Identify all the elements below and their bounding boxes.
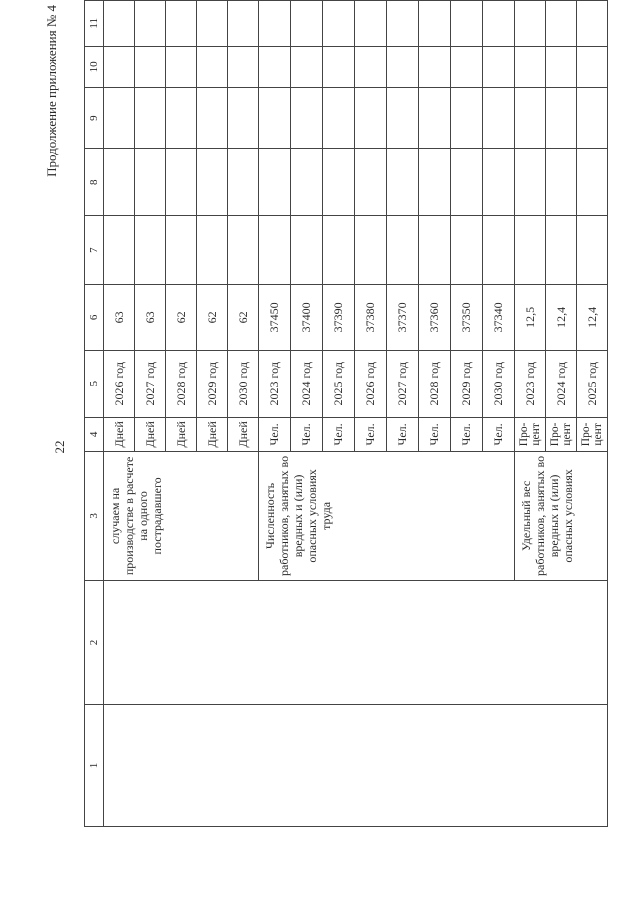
empty-cell <box>483 216 515 285</box>
unit-cell: Про- цент <box>546 417 577 451</box>
empty-cell <box>228 216 259 285</box>
empty-cell <box>515 149 546 216</box>
year-cell: 2029 год <box>451 350 483 417</box>
value-cell: 37390 <box>323 285 355 350</box>
empty-cell <box>451 149 483 216</box>
empty-cell <box>197 149 228 216</box>
empty-cell <box>546 88 577 149</box>
empty-cell <box>259 46 291 88</box>
empty-cell <box>104 46 135 88</box>
indicator-label: случаем на производстве в расчете на одного пострадавшего <box>104 451 259 580</box>
year-cell: 2029 год <box>197 350 228 417</box>
empty-cell <box>355 149 387 216</box>
empty-cell <box>197 1 228 47</box>
empty-cell <box>228 1 259 47</box>
year-cell: 2030 год <box>483 350 515 417</box>
column-number-row <box>85 1 104 827</box>
value-cell: 62 <box>228 285 259 350</box>
year-cell: 2023 год <box>515 350 546 417</box>
year-cell: 2025 год <box>323 350 355 417</box>
empty-cell <box>104 216 135 285</box>
empty-cell <box>104 88 135 149</box>
year-cell: 2026 год <box>355 350 387 417</box>
year-cell: 2027 год <box>135 350 166 417</box>
empty-cell <box>515 1 546 47</box>
col-2-empty <box>104 581 608 705</box>
empty-cell <box>166 216 197 285</box>
value-cell: 62 <box>166 285 197 350</box>
year-cell: 2024 год <box>291 350 323 417</box>
empty-cell <box>323 46 355 88</box>
year-cell: 2024 год <box>546 350 577 417</box>
empty-cell <box>483 149 515 216</box>
empty-cell <box>546 149 577 216</box>
column-number: 6 <box>85 285 104 350</box>
empty-cell <box>197 46 228 88</box>
unit-cell: Дней <box>104 417 135 451</box>
empty-cell <box>419 216 451 285</box>
year-cell: 2028 год <box>419 350 451 417</box>
empty-cell <box>515 216 546 285</box>
unit-cell: Дней <box>228 417 259 451</box>
column-number: 5 <box>85 350 104 417</box>
value-cell: 63 <box>104 285 135 350</box>
empty-cell <box>228 149 259 216</box>
empty-cell <box>577 149 608 216</box>
unit-cell: Чел. <box>323 417 355 451</box>
empty-cell <box>323 1 355 47</box>
year-cell: 2026 год <box>104 350 135 417</box>
value-cell: 37360 <box>419 285 451 350</box>
empty-cell <box>323 216 355 285</box>
unit-cell: Про- цент <box>515 417 546 451</box>
empty-cell <box>419 1 451 47</box>
unit-cell: Чел. <box>259 417 291 451</box>
value-cell: 63 <box>135 285 166 350</box>
empty-cell <box>197 88 228 149</box>
column-number: 9 <box>85 88 104 149</box>
empty-cell <box>291 149 323 216</box>
page-number: 22 <box>52 440 67 454</box>
appendix-continuation-note: Продолжение приложения № 4 <box>44 5 59 177</box>
year-cell: 2025 год <box>577 350 608 417</box>
empty-cell <box>259 216 291 285</box>
column-number: 10 <box>85 46 104 88</box>
empty-cell <box>387 88 419 149</box>
empty-cell <box>291 216 323 285</box>
empty-cell <box>166 46 197 88</box>
col-1-empty <box>104 704 608 826</box>
value-cell: 37370 <box>387 285 419 350</box>
empty-cell <box>166 88 197 149</box>
empty-cell <box>419 88 451 149</box>
value-cell: 37380 <box>355 285 387 350</box>
unit-cell: Чел. <box>291 417 323 451</box>
year-cell: 2028 год <box>166 350 197 417</box>
empty-cell <box>419 149 451 216</box>
indicators-table <box>84 0 608 827</box>
empty-cell <box>166 149 197 216</box>
unit-cell: Про- цент <box>577 417 608 451</box>
unit-cell: Чел. <box>387 417 419 451</box>
unit-cell: Чел. <box>451 417 483 451</box>
column-number: 7 <box>85 216 104 285</box>
empty-cell <box>577 46 608 88</box>
empty-cell <box>355 216 387 285</box>
unit-cell: Дней <box>166 417 197 451</box>
empty-cell <box>323 88 355 149</box>
empty-cell <box>546 216 577 285</box>
empty-cell <box>135 88 166 149</box>
empty-cell <box>291 1 323 47</box>
empty-cell <box>228 46 259 88</box>
empty-cell <box>546 1 577 47</box>
empty-cell <box>135 46 166 88</box>
empty-cell <box>228 88 259 149</box>
empty-cell <box>451 1 483 47</box>
unit-cell: Дней <box>135 417 166 451</box>
column-number: 8 <box>85 149 104 216</box>
empty-cell <box>387 46 419 88</box>
empty-cell <box>197 216 228 285</box>
empty-cell <box>135 149 166 216</box>
empty-cell <box>135 1 166 47</box>
empty-cell <box>323 149 355 216</box>
value-cell: 37340 <box>483 285 515 350</box>
indicator-label: Удельный вес работников, занятых во вредных и (или) опасных условиях <box>515 451 608 580</box>
empty-cell <box>515 46 546 88</box>
empty-cell <box>259 1 291 47</box>
empty-cell <box>104 1 135 47</box>
column-number: 11 <box>85 1 104 47</box>
empty-cell <box>577 88 608 149</box>
value-cell: 37400 <box>291 285 323 350</box>
empty-cell <box>451 46 483 88</box>
unit-cell: Чел. <box>419 417 451 451</box>
year-cell: 2030 год <box>228 350 259 417</box>
empty-cell <box>546 46 577 88</box>
empty-cell <box>166 1 197 47</box>
empty-cell <box>387 216 419 285</box>
empty-cell <box>259 149 291 216</box>
empty-cell <box>355 46 387 88</box>
empty-cell <box>135 216 166 285</box>
value-cell: 37450 <box>259 285 291 350</box>
empty-cell <box>355 1 387 47</box>
empty-cell <box>291 46 323 88</box>
value-cell: 12,4 <box>546 285 577 350</box>
year-cell: 2027 год <box>387 350 419 417</box>
empty-cell <box>483 1 515 47</box>
unit-cell: Дней <box>197 417 228 451</box>
column-number: 2 <box>85 581 104 705</box>
empty-cell <box>259 88 291 149</box>
empty-cell <box>355 88 387 149</box>
column-number: 4 <box>85 417 104 451</box>
empty-cell <box>451 88 483 149</box>
empty-cell <box>483 46 515 88</box>
empty-cell <box>577 216 608 285</box>
empty-cell <box>515 88 546 149</box>
value-cell: 12,4 <box>577 285 608 350</box>
indicator-label: Численность работников, занятых во вредных и (или) опасных условиях труда <box>259 451 515 580</box>
unit-cell: Чел. <box>483 417 515 451</box>
empty-cell <box>387 1 419 47</box>
unit-cell: Чел. <box>355 417 387 451</box>
year-cell: 2023 год <box>259 350 291 417</box>
empty-cell <box>291 88 323 149</box>
value-cell: 37350 <box>451 285 483 350</box>
column-number: 3 <box>85 451 104 580</box>
empty-cell <box>483 88 515 149</box>
value-cell: 12,5 <box>515 285 546 350</box>
column-number: 1 <box>85 704 104 826</box>
empty-cell <box>577 1 608 47</box>
empty-cell <box>104 149 135 216</box>
empty-cell <box>387 149 419 216</box>
value-cell: 62 <box>197 285 228 350</box>
table-row <box>104 1 135 827</box>
empty-cell <box>451 216 483 285</box>
empty-cell <box>419 46 451 88</box>
